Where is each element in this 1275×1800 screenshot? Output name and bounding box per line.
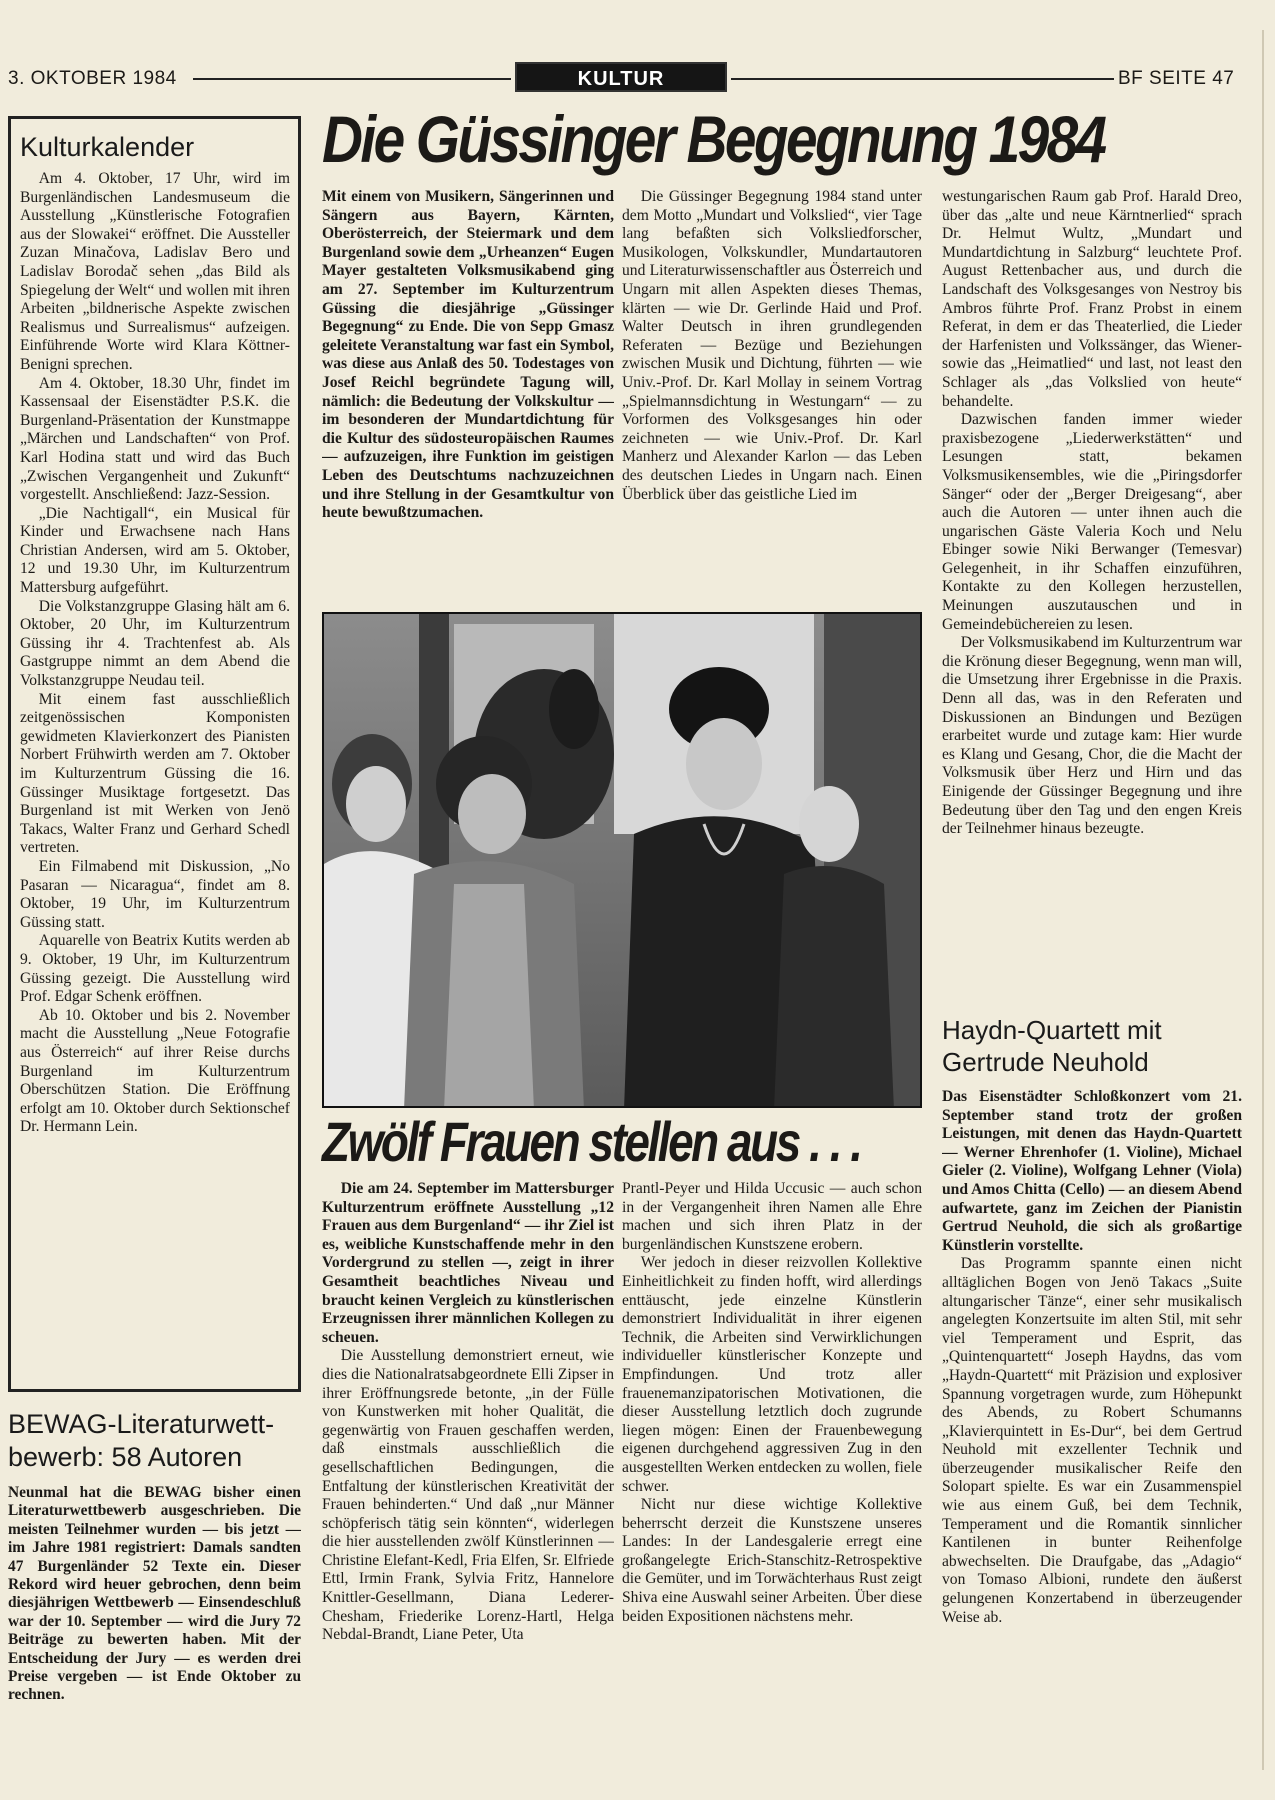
bewag-heading-line: bewerb: 58 Autoren <box>8 1442 243 1472</box>
haydn-heading <box>942 1014 1242 1078</box>
article1-paragraph: Die Güssinger Begegnung 1984 stand unter dem Motto „Mundart und Volkslied“, vier Tage lang befaßten sich Volksliedforscher, Musikologen, Volkskundler, Mundartautoren und Literaturwissenschaftler aus Österreich und Ungarn mit allen Aspekten dieses Themas, klärten — wie Dr. Gerlinde Haid und Prof. Walter Deutsch in ihren grundlegenden Referaten — Bezüge und Beziehungen zwischen Musik und Dichtung, führten — wie Univ.-Prof. Dr. Karl Mollay in seinem Vortrag „Spielmannsdichtung in Westungarn“ — zu Vorformen des Volksgesanges hin oder zeichneten — wie Univ.-Prof. Dr. Karl Manherz und Alexander Karlon — das Leben des deutschen Liedes in Ungarn nach. Einen Überblick über das geistliche Lied im <box>622 188 922 503</box>
kalender-entry: Die Volkstanzgruppe Glasing hält am 6. Oktober, 20 Uhr, im Kulturzentrum Güssing ihr 4. Trachtenfest ab. Als Gastgruppe nimmt an dem Abend die Volkstanzgruppe Neudau teil. <box>20 597 290 690</box>
headline-guessinger-begegnung: Die Güssinger Begegnung 1984 <box>322 102 1105 176</box>
kalender-entry: Am 4. Oktober, 18.30 Uhr, findet im Kassensaal der Eisenstädter P.S.K. die Burgenland-Präsentation der Kunstmappe „Märchen und Landschaften“ von Prof. Karl Hodina statt und wird das Buch „Zwischen Vergangenheit und Zukunft“ vorgestellt. Anschließend: Jazz-Session. <box>20 374 290 504</box>
bewag-heading-line: BEWAG-Literaturwett- <box>8 1409 275 1439</box>
bewag-paragraph: Neunmal hat die BEWAG bisher einen Literaturwettbewerb ausgeschrieben. Die meisten Teilnehmer wurden — bis jetzt — im Jahre 1981 registriert: Damals sandten 47 Burgenländer 52 Texte ein. Dieser Rekord wird heuer gebrochen, denn beim diesjährigen Wettbewerb — Einsendeschluß war der 10. September — wird die Jury 72 Beiträge zu bewerten haben. Mit der Entscheidung der Jury — es werden drei Preise vergeben — ist Ende Oktober zu rechnen. <box>8 1484 301 1704</box>
article1-paragraph: Dazwischen fanden immer wieder praxisbezogene „Liederwerkstätten“ und Lesungen statt, bekamen Volksmusikensembles, wie die „Piringsdorfer Sänger“ oder der „Berger Dreigesang“, aber auch die Autoren — unter ihnen auch die ungarischen Gäste Valeria Koch und Nelu Ebinger sowie Niki Berwanger (Temesvar) Gelegenheit, in ihr Schaffen einzuführen, Kontakte zu den Kollegen herzustellen, Meinungen auszutauschen und in Gemeindebüchereien zu lesen. <box>942 411 1242 633</box>
article1-lead-paragraph: Mit einem von Musikern, Sängerinnen und Sängern aus Bayern, Kärnten, Oberösterreich, der Steiermark und dem Burgenland sowie dem „Urheanzen“ Eugen Mayer gestalteten Volksmusikabend ging am 27. September im Kulturzentrum Güssing die diesjährige „Güssinger Begegnung“ zu Ende. Die von Sepp Gmasz geleitete Veranstaltung war fast ein Symbol, was diese aus Anlaß des 50. Todestages von Josef Reichl begründete Tagung will, nämlich: die Bedeutung der Volkskultur — im besonderen der Mundartdichtung für die Kultur des südosteuropäischen Raumes — aufzuzeigen, ihre Funktion im geistigen Leben des Deutschtums nachzuzeichnen und ihre Stellung in der Gesamtkultur von heute bewußtzumachen. <box>322 188 614 522</box>
kulturkalender-heading: Kulturkalender <box>20 132 195 162</box>
article2-paragraph: Wer jedoch in dieser reizvollen Kollektive Einheitlichkeit zu finden hofft, wird allerdings enttäuscht, jede einzelne Künstlerin demonstriert Individualität in ihrer eigenen Technik, die Arbeiten sind Verwirklichungen individueller künstlerischer Konzepte und Empfindungen. Und trotz aller frauenemanzipatorischen Motivationen, die dieser Ausstellung letztlich doch zugrunde liegen mögen: Einen der Frauenbewegung eigenen durchgehend aggressiven Zug in den ausgestellten Werken entdecken zu wollen, fiele schwer. <box>622 1254 922 1495</box>
article3-paragraph: Das Programm spannte einen nicht alltäglichen Bogen von Jenö Takacs „Suite altungarischer Tänze“, einer sehr musikalisch angelegten Konzertsuite im alten Stil, mit sehr viel Temperament und Esprit, das „Quintenquartett“ Joseph Haydns, das vom „Haydn-Quartett“ mit Präzision und explosiver Spannung vorgetragen wurde, zum Höhepunkt des Abends, zu Robert Schumanns „Klavierquintett in Es-Dur“, bei dem Gertrud Neuhold mit exzellenter Technik und überzeugender musikalischer Reife den Solopart spielte. Es war ein Zusammenspiel wie aus einem Guß, bei dem Technik, Temperament und die Romantik sinnlicher Kantilenen in bunter Reihenfolge abwechselten. Die Draufgabe, das „Adagio“ von Tomaso Albioni, rundete den äußerst gelungenen Konzertabend in überzeugender Weise ab. <box>942 1255 1242 1626</box>
kalender-entry: „Die Nachtigall“, ein Musical für Kinder und Erwachsene nach Hans Christian Andersen, wird am 5. Oktober, 12 und 19.30 Uhr, im Kulturzentrum Mattersburg aufgeführt. <box>20 504 290 597</box>
article1-paragraph: Der Volksmusikabend im Kulturzentrum war die Krönung dieser Begegnung, wenn man will, die Umsetzung ihrer Ergebnisse in die Praxis. Denn all das, was in den Referaten und Diskussionen an Bindungen und Bezügen erarbeitet wurde und zutage kam: Hier wurde es Klang und Gesang, Chor, die die Macht der Volksmusik über Herz und Hirn und das Einigende der Güssinger Begegnung und ihre Bedeutung über den Tag und den engen Kreis der Teilnehmer hinaus bezeugte. <box>942 634 1242 838</box>
header-rule-left <box>193 78 511 80</box>
article2-lead-paragraph: Die am 24. September im Mattersburger Kulturzentrum eröffnete Ausstellung „12 Frauen aus dem Burgenland“ — ihr Ziel ist es, weibliche Kunstschaffende mehr in den Vordergrund zu stellen —, zeigt in ihrer Gesamtheit beachtliches Niveau und braucht keinen Vergleich zu künstlerischen Erzeugnissen ihrer männlichen Kollegen zu scheuen. <box>322 1180 614 1346</box>
headline-zwoelf-frauen: Zwölf Frauen stellen aus . . . <box>322 1110 861 1173</box>
kulturkalender-text <box>20 170 290 1388</box>
kalender-entry: Mit einem fast ausschließlich zeitgenössischen Komponisten gewidmeten Klavierkonzert des Pianisten Norbert Frühwirth werden am 7. Oktober im Kulturzentrum Güssing die 16. Güssinger Musiktage fortgesetzt. Das Burgenland ist mit Werken von Jenö Takacs, Walter Franz und Gerhard Schedl vertreten. <box>20 690 290 857</box>
article1-column-3 <box>942 188 1242 980</box>
article2-column-2 <box>622 1180 922 1740</box>
article1-paragraph: westungarischen Raum gab Prof. Harald Dreo, über das „alte und neue Kärntnerlied“ sprach Dr. Helmut Wultz, „Mundart und Mundartdichtung in Salzburg“ leuchtete Prof. August Rettenbacher aus, und durch die Landschaft des Volksgesanges von Nestroy bis Ambros führte Prof. Franz Probst in einem Referat, in dem er das Theaterlied, die Lieder der Harfenisten und Volkssänger, das Wiener- sowie das „Heimatlied“ und last, not least den Schlager als „das Volkslied von heute“ behandelte. <box>942 188 1242 410</box>
kalender-entry: Aquarelle von Beatrix Kutits werden ab 9. Oktober, 19 Uhr, im Kulturzentrum Güssing gezeigt. Die Ausstellung wird Prof. Edgar Schenk eröffnen. <box>20 932 290 1006</box>
bewag-heading <box>8 1408 303 1474</box>
article1-column-2 <box>622 188 922 586</box>
article1-lead <box>322 188 614 586</box>
header-rule-right <box>731 78 1114 80</box>
article3-text <box>942 1088 1242 1743</box>
article-photo <box>322 612 922 1108</box>
article2-paragraph: Nicht nur diese wichtige Kollektive beherrscht derzeit die Kunstszene unseres Landes: In der Landesgalerie erregt eine großangelegte Erich-Stanschitz-Retrospektive die Gemüter, und im Torwächterhaus Rust zeigt Shiva eine Auswahl seiner Arbeiten. Über diese beiden Expositionen nächstens mehr. <box>622 1496 922 1625</box>
issue-date: 3. OKTOBER 1984 <box>8 68 177 89</box>
section-label: KULTUR <box>515 62 727 92</box>
haydn-heading-line: Gertrude Neuhold <box>942 1047 1149 1077</box>
kalender-entry: Ein Filmabend mit Diskussion, „No Pasaran — Nicaragua“, findet am 8. Oktober, 19 Uhr, im Kulturzentrum Güssing statt. <box>20 857 290 931</box>
page-number: BF SEITE 47 <box>1118 68 1235 89</box>
page-edge-line <box>1262 30 1264 1770</box>
article2-paragraph: Prantl-Peyer und Hilda Uccusic — auch schon in der Vergangenheit ihren Namen alle Ehre machen und sich ihren Platz in der burgenländischen Kunstszene erobern. <box>622 1180 922 1253</box>
article3-lead-paragraph: Das Eisenstädter Schloßkonzert vom 21. September stand trotz der großen Leistungen, mit denen das Haydn-Quartett — Werner Ehrenhofer (1. Violine), Michael Gieler (2. Violine), Wolfgang Lehner (Viola) und Amos Chitta (Cello) — an diesem Abend aufwartete, ganz im Zeichen der Pianistin Gertrud Neuhold, die sich als großartige Künstlerin vorstellte. <box>942 1088 1242 1254</box>
photo-illustration <box>324 614 922 1108</box>
haydn-heading-line: Haydn-Quartett mit <box>942 1015 1162 1045</box>
kalender-entry: Am 4. Oktober, 17 Uhr, wird im Burgenländischen Landesmuseum die Ausstellung „Künstlerische Fotografien aus der Slowakei“ eröffnet. Die Aussteller Zuzan Minačova, Ladislav Bero und Ladislav Borodač sehen „das Bild als Spiegelung der Welt“ und wollen mit ihren Arbeiten „bildnerische Aspekte zwischen Realismus und Surrealismus“ aufzeigen. Einführende Worte wird Klara Köttner-Benigni sprechen. <box>20 170 290 373</box>
bewag-text <box>8 1484 301 1746</box>
kalender-entry: Ab 10. Oktober und bis 2. November macht die Ausstellung „Neue Fotografie aus Österreich“ auf ihrer Reise durchs Burgenland im Kulturzentrum Oberschützen Station. Die Eröffnung erfolgt am 10. Oktober durch Sektionschef Dr. Hermann Lein. <box>20 1006 290 1136</box>
article2-paragraph: Die Ausstellung demonstriert erneut, wie dies die Nationalratsabgeordnete Elli Zipser in ihrer Eröffnungsrede betonte, „in der Fülle von Kunstwerken mit hoher Qualität, die gegenwärtig von Frauen geschaffen werden, daß einstmals ausschließlich die gesellschaftlichen Bedingungen, die Entfaltung der künstlerischen Kreativität der Frauen behinderten.“ Und daß „nur Männer schöpferisch tätig sein könnten“, widerlegen die hier ausstellenden zwölf Künstlerinnen — Christine Elefant-Kedl, Fria Elfen, Sr. Elfriede Ettl, Irmin Frank, Sylvia Fritz, Hannelore Knittler-Gesellmann, Diana Lederer-Chesham, Friederike Lorenz-Hartl, Helga Nebdal-Brandt, Liane Peter, Uta <box>322 1347 614 1644</box>
article2-column-1 <box>322 1180 614 1740</box>
